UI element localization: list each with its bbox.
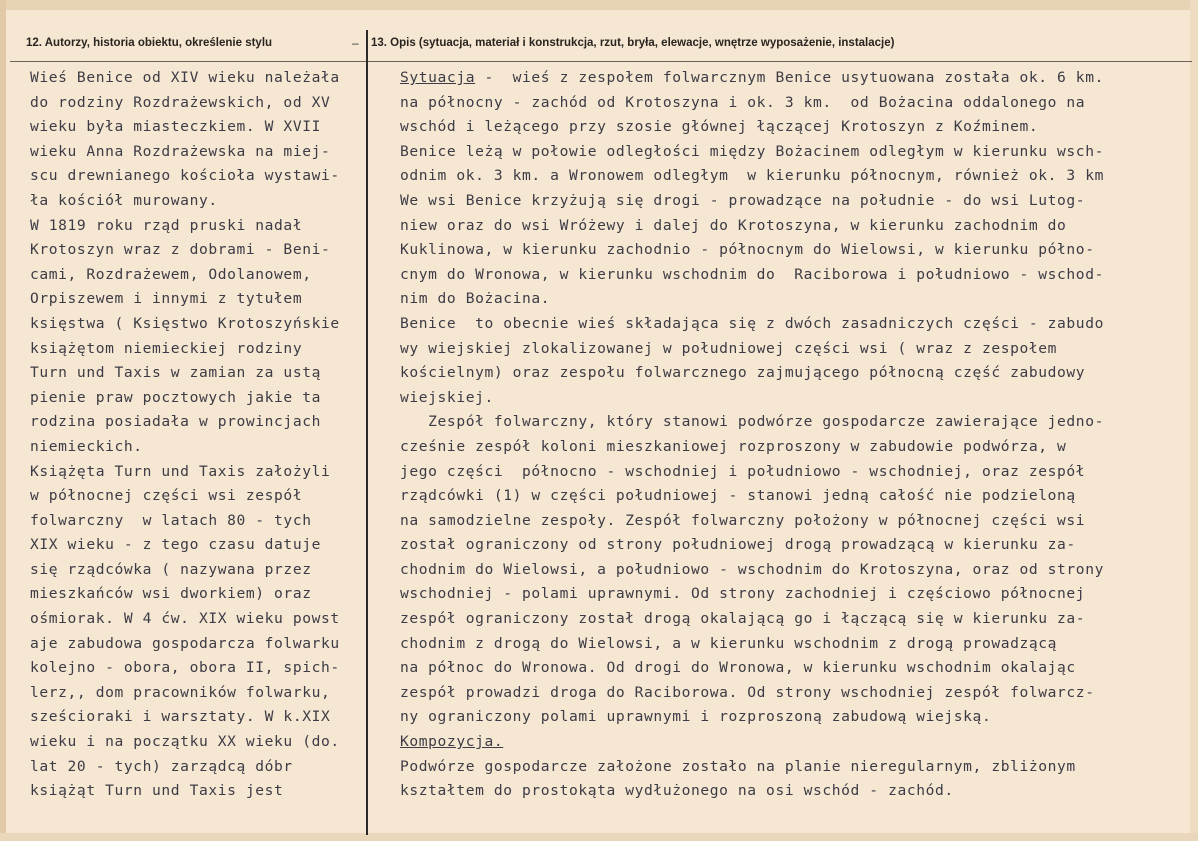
text-line: chodnim z drogą do Wielowsi, a w kierunku wschodnim z drogą prowadzącą [400,634,1058,652]
text-line: Benice to obecnie wieś składająca się z dwóch zasadniczych części - zabudo [400,314,1104,332]
text-line: Zespół folwarczny, który stanowi podwórze gospodarcze zawierające jedno- [400,413,1104,431]
text-line: niemieckich. [30,437,143,455]
text-line: został ograniczony od strony południowej drogą prowadzącą w kierunku za- [400,536,1076,554]
text-line: Podwórze gospodarcze założone zostało na planie nieregularnym, zbliżonym [400,757,1076,775]
text-line: cześnie zespół koloni mieszkaniowej rozproszony w zabudowie podwórza, w [400,437,1067,455]
paper-edge-top [0,0,1198,10]
text-line: jego części północno - wschodniej i południowo - wschodniej, oraz zespół [400,462,1086,480]
text-line: na samodzielne zespoły. Zespół folwarczny położony w północnej części wsi [400,511,1086,529]
paper-edge-bottom [0,833,1198,841]
text-line: się rządcówka ( nazywana przez [30,560,312,578]
text-line: ny ograniczony polami uprawnymi i rozproszoną zabudową wiejską. [400,708,992,726]
description-text-column [400,66,1160,804]
text-line: w północnej części wsi zespół [30,487,303,505]
text-line: do rodziny Rozdrażewskich, od XV [30,93,331,111]
text-line: na północ do Wronowa. Od drogi do Wronowa, w kierunku wschodnim okalając [400,659,1076,677]
text-line: cnym do Wronowa, w kierunku wschodnim do Raciborowa i południowo - wschod- [400,265,1104,283]
text-line: scu drewnianego kościoła wystawi- [30,167,340,185]
text-line: kształtem do prostokąta wydłużonego na osi wschód - zachód. [400,782,954,800]
text-line: Książęta Turn und Taxis założyli [30,462,331,480]
text-line: na północny - zachód od Krotoszyna i ok. 3 km. od Bożacina oddalonego na [400,93,1086,111]
text-line: lat 20 - tych) zarządcą dóbr [30,757,293,775]
text-line: ośmiorak. W 4 ćw. XIX wieku powst [30,610,340,628]
text-line: ła kościół murowany. [30,191,218,209]
text-line: Kuklinowa, w kierunku zachodnio - północnym do Wielowsi, w kierunku półno- [400,241,1095,259]
text-line [400,730,1160,755]
text-line: księstwa ( Księstwo Krotoszyńskie [30,314,340,332]
text-line: książąt Turn und Taxis jest [30,782,284,800]
text-line: nim do Bożacina. [400,290,551,308]
text-line: wiejskiej. [400,388,494,406]
text-line: rządcówki (1) w części południowej - stanowi jedną całość nie podzieloną [400,487,1076,505]
text-line: We wsi Benice krzyżują się drogi - prowadzące na południe - do wsi Lutog- [400,191,1086,209]
text-line: wieku Anna Rozdrażewska na miej- [30,142,331,160]
history-text-column [30,66,360,804]
text-line: pienie praw pocztowych jakie ta [30,388,321,406]
text-line-rest: - wieś z zespołem folwarcznym Benice usytuowana została ok. 6 km. [475,69,1104,86]
text-line: Orpiszewem i innymi z tytułem [30,290,303,308]
text-line: Turn und Taxis w zamian za ustą [30,364,321,382]
text-line: cami, Rozdrażewem, Odolanowem, [30,265,312,283]
text-line: rodzina posiadała w prowincjach [30,413,321,431]
text-line: sześcioraki i warsztaty. W k.XIX [30,708,331,726]
text-line: kościelnym) oraz zespołu folwarcznego zajmującego północną część zabudowy [400,364,1086,382]
text-line: W 1819 roku rząd pruski nadał [30,216,303,234]
text-line: odnim ok. 3 km. a Wronowem odległym w kierunku północnym, również ok. 3 km [400,167,1104,185]
text-line: książętom niemieckiej rodziny [30,339,303,357]
text-line: Benice leżą w połowie odległości między Bożacinem odległym w kierunku wsch- [400,142,1104,160]
section-13-header: 13. Opis (sytuacja, materiał i konstrukcja, rzut, bryła, elewacje, wnętrze wyposażenie, instalacje) [371,37,895,49]
section-label-sytuacja: Sytuacja [400,69,476,86]
text-line: wschodniej - polami uprawnymi. Od strony zachodniej i częściowo północnej [400,585,1086,603]
text-line: aje zabudowa gospodarcza folwarku [30,634,340,652]
section-12-header: 12. Autorzy, historia obiektu, określenie stylu [26,37,273,49]
text-line: wy wiejskiej zlokalizowanej w południowej części wsi ( wraz z zespołem [400,339,1058,357]
paper-edge-left [0,0,6,841]
section-label-kompozycja: Kompozycja. [400,733,504,751]
text-line: Krotoszyn wraz z dobrami - Beni- [30,241,331,259]
header-dash: – [352,36,359,50]
paper-edge-right [1190,0,1198,841]
text-line: mieszkańców wsi dworkiem) oraz [30,585,312,603]
text-line: XIX wieku - z tego czasu datuje [30,536,321,554]
text-line: zespół ograniczony został drogą okalającą go i łączącą się w kierunku za- [400,610,1086,628]
text-line: chodnim do Wielowsi, a południowo - wschodnim do Krotoszyna, oraz od strony [400,560,1104,578]
text-line: folwarczny w latach 80 - tych [30,511,312,529]
text-line: Wieś Benice od XIV wieku należała [30,69,340,86]
header-divider-line [10,61,1192,62]
text-line [400,66,1160,91]
text-line: lerz,, dom pracowników folwarku, [30,683,331,701]
text-line: zespół prowadzi droga do Raciborowa. Od strony wschodniej zespół folwarcz- [400,683,1095,701]
text-line: wschód i leżącego przy szosie głównej łączącej Krotoszyn z Koźminem. [400,118,1039,136]
text-line: niew oraz do wsi Wróżewy i dalej do Krotoszyna, w kierunku zachodnim do [400,216,1067,234]
column-divider-line [366,30,368,835]
text-line: wieku była miasteczkiem. W XVII [30,118,321,136]
text-line: kolejno - obora, obora II, spich- [30,659,340,677]
text-line: wieku i na początku XX wieku (do. [30,733,340,751]
